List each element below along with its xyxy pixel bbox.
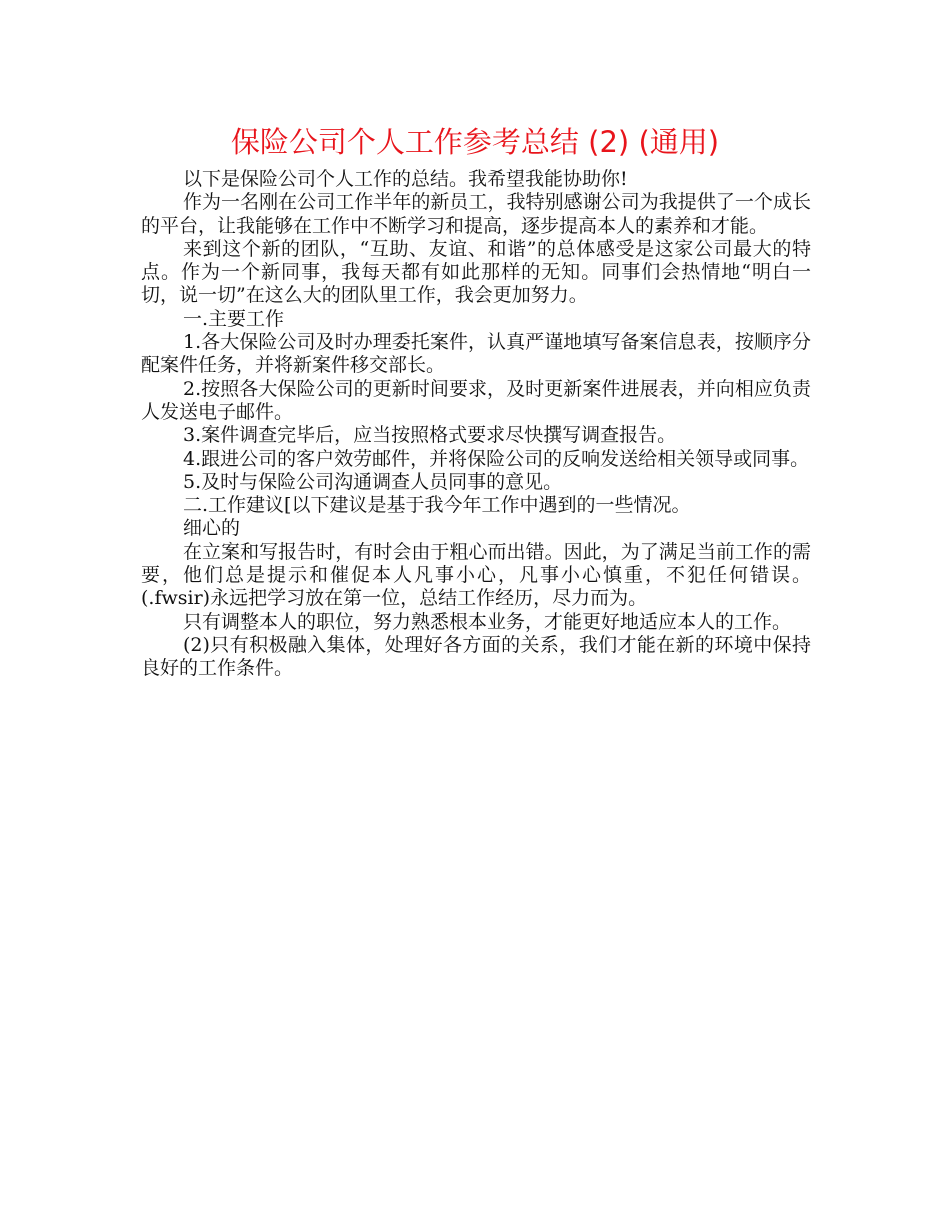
document-body: [141, 168, 811, 681]
paragraph-adjust: 只有调整本人的职位，努力熟悉根本业务，才能更好地适应本人的工作。: [183, 610, 792, 633]
paragraph-team: 来到这个新的团队，“互助、友谊、和谐”的总体感受是这家公司最大的特点。作为一个新同事，我每天都有如此那样的无知。同事们会热情地“明白一切，说一切”在这么大的团队里工作，我会更加努力。: [141, 237, 811, 307]
list-item-2: 2.按照各大保险公司的更新时间要求，及时更新案件进展表，并向相应负责人发送电子邮件。: [141, 377, 811, 423]
section-heading-suggestions: 二.工作建议[以下建议是基于我今年工作中遇到的一些情况。: [183, 494, 691, 517]
paragraph-integrate: (2)只有积极融入集体，处理好各方面的关系，我们才能在新的环境中保持良好的工作条件。: [141, 633, 811, 680]
section-heading-main-work: 一.主要工作: [183, 307, 285, 330]
paragraph-careful: 在立案和写报告时，有时会由于粗心而出错。因此，为了满足当前工作的需要，他们总是提示和催促本人凡事小心，凡事小心慎重，不犯任何错误。(.fwsir)永远把学习放在第一位，总结工作经历，尽力而为。: [141, 540, 811, 610]
list-item-5: 5.及时与保险公司沟通调查人员同事的意见。: [183, 470, 563, 493]
paragraph-intro: 以下是保险公司个人工作的总结。我希望我能协助你!: [183, 168, 628, 190]
list-item-3: 3.案件调查完毕后，应当按照格式要求尽快撰写调查报告。: [183, 424, 677, 447]
list-item-1: 1.各大保险公司及时办理委托案件，认真严谨地填写备案信息表，按顺序分配案件任务，并将新案件移交部长。: [141, 331, 811, 377]
paragraph-gratitude: 作为一名刚在公司工作半年的新员工，我特别感谢公司为我提供了一个成长的平台，让我能够在工作中不断学习和提高，逐步提高本人的素养和才能。: [141, 191, 811, 237]
document-title: 保险公司个人工作参考总结 (2) (通用): [230, 125, 720, 159]
list-item-4: 4.跟进公司的客户效劳邮件，并将保险公司的反响发送给相关领导或同事。: [183, 447, 810, 470]
subheading-careful: 细心的: [183, 517, 241, 540]
